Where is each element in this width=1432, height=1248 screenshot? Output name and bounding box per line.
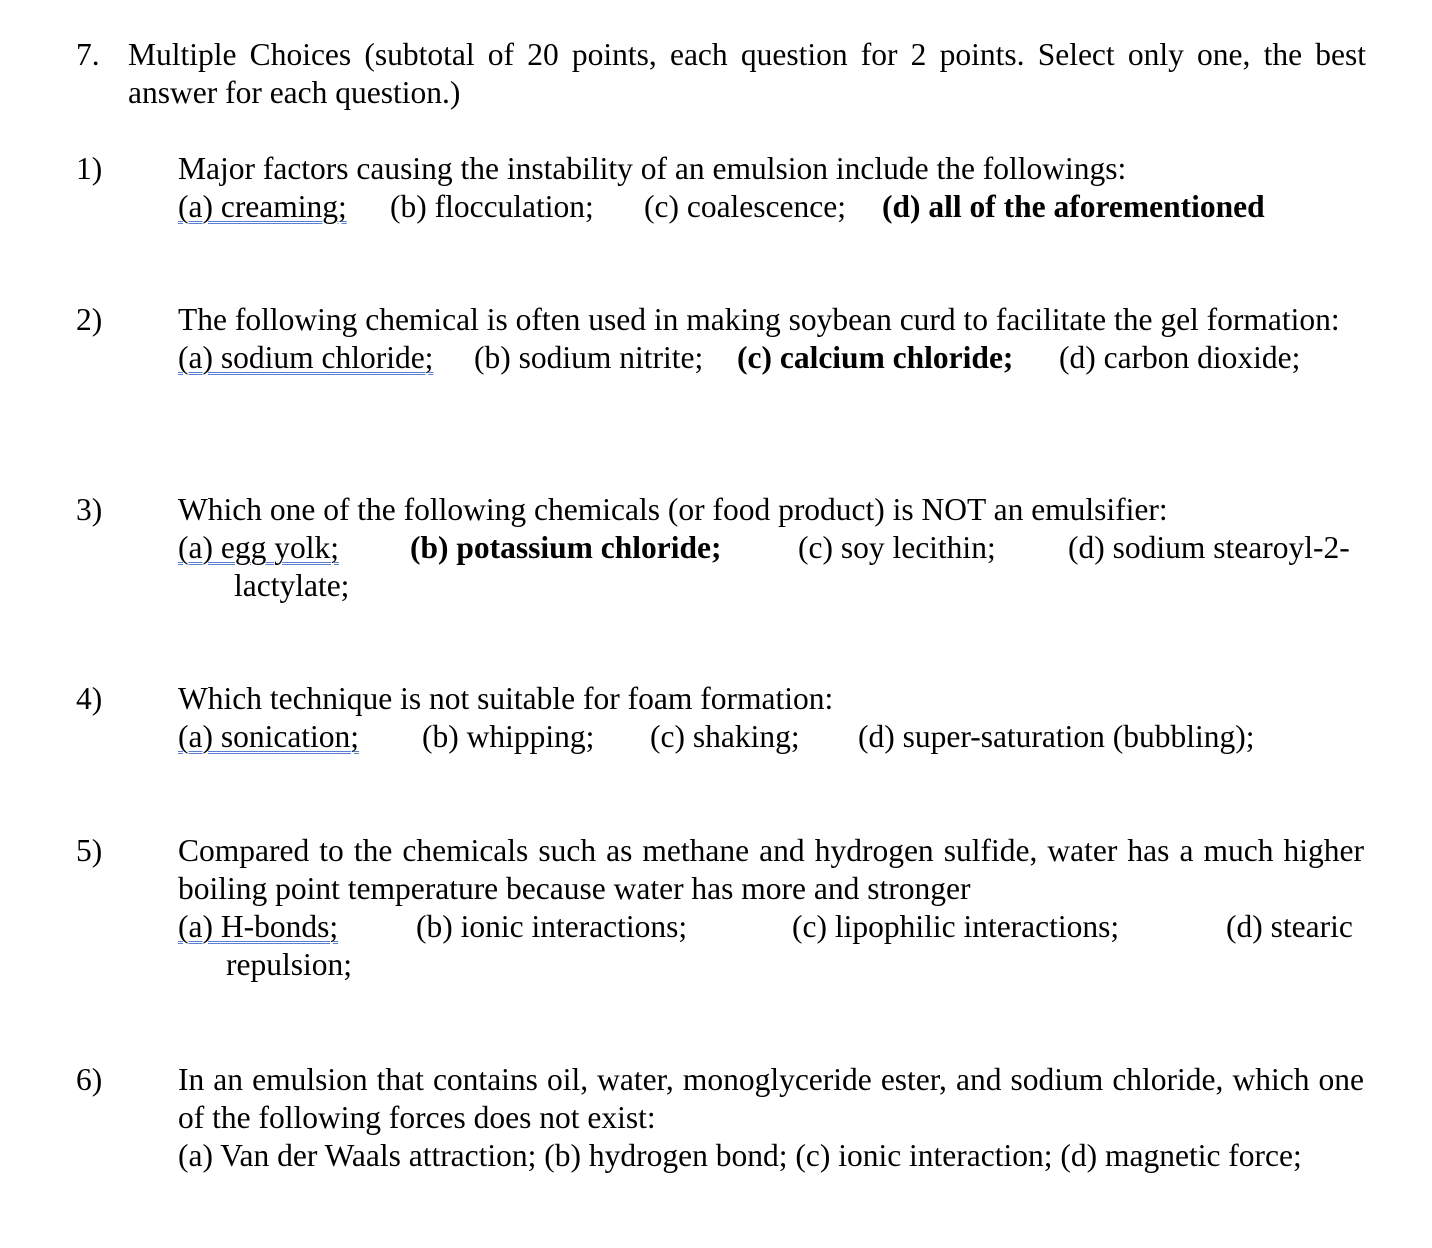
- choice-a: (a) H-bonds;: [178, 909, 339, 944]
- choice-a: (a) sonication;: [178, 719, 360, 754]
- question-number: 4): [76, 681, 103, 716]
- choice-d: (d) magnetic force;: [1060, 1138, 1302, 1173]
- choice-list: [178, 339, 1364, 377]
- choice-d: (d) super-saturation (bubbling);: [858, 719, 1255, 754]
- choice-d-continuation: lactylate;: [234, 568, 350, 603]
- choice-b: (b) whipping;: [422, 719, 595, 754]
- choice-a: (a) sodium chloride;: [178, 340, 434, 375]
- choice-c: (c) coalescence;: [644, 189, 846, 224]
- choice-c: (c) soy lecithin;: [798, 530, 996, 565]
- question-stem: Compared to the chemicals such as methane and hydrogen sulfide, water has a much higher boiling point temperature because water has more and stronger: [178, 833, 1364, 906]
- section-instructions: Multiple Choices (subtotal of 20 points, each question for 2 points. Select only one, the best answer for each question.): [128, 37, 1366, 110]
- choice-b: (b) ionic interactions;: [416, 909, 688, 944]
- choice-a: (a) Van der Waals attraction;: [178, 1138, 537, 1173]
- choice-b: (b) hydrogen bond;: [544, 1138, 788, 1173]
- section-number: 7.: [76, 37, 100, 72]
- question-number: 6): [76, 1062, 103, 1097]
- choice-b-answer: (b) potassium chloride;: [410, 530, 722, 565]
- choice-a: (a) egg yolk;: [178, 530, 339, 565]
- choice-a: (a) creaming;: [178, 189, 347, 224]
- choice-list: [178, 718, 1364, 756]
- question-stem: Major factors causing the instability of an emulsion include the followings:: [178, 151, 1127, 186]
- choice-list: [178, 188, 1364, 226]
- choice-list: [178, 1137, 1364, 1175]
- choice-d-answer: (d) all of the aforementioned: [882, 189, 1265, 224]
- question-number: 1): [76, 151, 103, 186]
- choice-d: (d) carbon dioxide;: [1059, 340, 1301, 375]
- choice-c: (c) shaking;: [650, 719, 800, 754]
- question-stem: Which technique is not suitable for foam formation:: [178, 681, 834, 716]
- choice-d-continuation: repulsion;: [226, 947, 352, 982]
- choice-list: [178, 908, 1364, 946]
- question-stem: In an emulsion that contains oil, water, monoglyceride ester, and sodium chloride, which one of the following forces does not exist:: [178, 1062, 1364, 1135]
- question-number: 2): [76, 302, 103, 337]
- question-stem: The following chemical is often used in making soybean curd to facilitate the gel formation:: [178, 302, 1340, 337]
- question-stem: Which one of the following chemicals (or food product) is NOT an emulsifier:: [178, 492, 1168, 527]
- choice-b: (b) flocculation;: [390, 189, 594, 224]
- choice-d: (d) sodium stearoyl-2-: [1068, 530, 1350, 565]
- choice-list: [178, 529, 1364, 567]
- choice-d: (d) stearic: [1226, 909, 1353, 944]
- choice-c: (c) lipophilic interactions;: [792, 909, 1120, 944]
- question-number: 3): [76, 492, 103, 527]
- question-number: 5): [76, 833, 103, 868]
- choice-b: (b) sodium nitrite;: [474, 340, 704, 375]
- choice-c: (c) ionic interaction;: [795, 1138, 1053, 1173]
- choice-c-answer: (c) calcium chloride;: [737, 340, 1014, 375]
